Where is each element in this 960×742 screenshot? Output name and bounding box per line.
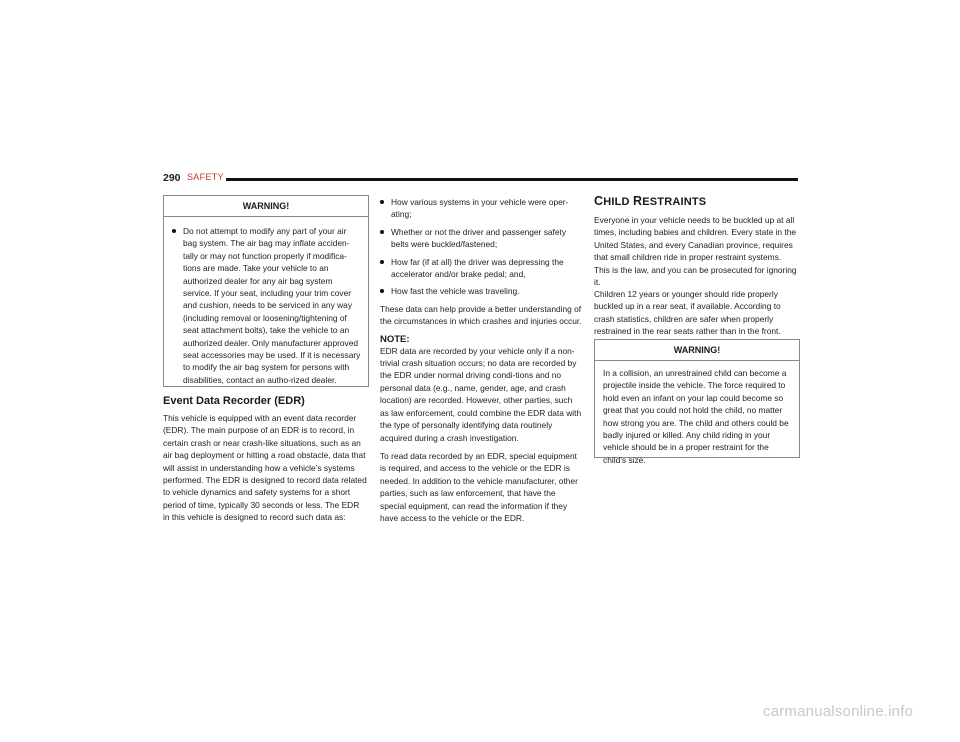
header-rule	[226, 178, 798, 181]
watermark: carmanualsonline.info	[763, 703, 914, 720]
note-label: NOTE:	[380, 333, 410, 345]
list-item-text: How far (if at all) the driver was depressing the accelerator and/or brake pedal; and,	[391, 256, 564, 280]
warning-bullet-text: Do not attempt to modify any part of your air bag system. The air bag may inflate acciden-tally or may not function properly if modifica-tions are made. Take your vehicle to an authorized dealer for any air bag system service. If your seat, including your trim cover and cushion, needs to be serviced in any way (including removal or loosening/tightening of seat attachment bolts), take the vehicle to an authorized dealer. Only manufacturer approved seat accessories may be used. If it is necessary to modify the air bag system for persons with disabilities, contact an autho-rized dealer.	[183, 226, 361, 385]
warning-body-text: In a collision, an unrestrained child can become a projectile inside the vehicle. The force required to hold even an infant on your lap could become so great that you could not hold the child, no matter how strong you are. The child and others could be badly injured or killed. Any child riding in your vehicle should be in a proper restraint for the child’s size.	[603, 368, 789, 465]
section-title: SAFETY	[187, 172, 224, 182]
list-item	[380, 285, 583, 297]
warning-box-airbag	[163, 195, 369, 387]
child-restraints-para-1: Everyone in your vehicle needs to be buckled up at all times, including babies and children. Every state in the United States, and every Canadian province, requires that small children ride in proper restraint systems. This is the law, and you can be prosecuted for ignoring it.	[594, 215, 797, 288]
heading-rest: ESTRAINTS	[642, 196, 707, 208]
list-item-text: Whether or not the driver and passenger safety belts were buckled/fastened;	[391, 226, 567, 250]
child-restraints-heading	[594, 194, 798, 208]
list-item	[380, 256, 583, 281]
note-text: EDR data are recorded by your vehicle only if a non-trivial crash situation occurs; no data are recorded by the EDR under normal driving condi-tions and no personal data (e.g., name, gender, age, and crash location) are recorded. However, other parties, such as law enforcement, could combine the EDR data with the type of personally identifying data routinely acquired during a crash investigation.	[380, 345, 582, 443]
list-item	[380, 226, 583, 251]
warning-title: WARNING!	[595, 340, 799, 361]
heading-rest: HILD	[603, 196, 633, 208]
bullet-icon	[380, 230, 384, 234]
warning-title: WARNING!	[164, 196, 368, 217]
edr-list	[380, 196, 583, 524]
bullet-icon	[380, 289, 384, 293]
edr-heading: Event Data Recorder (EDR)	[163, 395, 305, 407]
page-number: 290	[163, 172, 181, 184]
warning-bullet	[172, 225, 362, 386]
heading-cap: C	[594, 194, 604, 208]
heading-cap: R	[632, 194, 643, 208]
edr-intro: This vehicle is equipped with an event data recorder (EDR). The main purpose of an EDR is to record, in certain crash or near crash-like situations, such as an air bag deployment or hitting a road obstacle, data that will assist in understanding how a vehicle’s systems performed. The EDR is designed to record data related to vehicle dynamics and safety systems for a short period of time, typically 30 seconds or less. The EDR in this vehicle is designed to record such data as:	[163, 413, 367, 523]
warning-box-child	[594, 339, 800, 465]
page-header	[163, 172, 798, 186]
list-item-text: How various systems in your vehicle were oper-ating;	[391, 197, 569, 220]
bullet-icon	[172, 229, 176, 233]
edr-closing: To read data recorded by an EDR, special equipment is required, and access to the vehicle or the EDR is needed. In addition to the vehicle manufacturer, other parties, such as law enforcement, that have the special equipment, can read the information if they have access to the vehicle or the EDR.	[380, 450, 578, 523]
child-restraints-para-2: Children 12 years or younger should ride properly buckled up in a rear seat, if available. According to crash statistics, children are safer when properly restrained in the rear seats rather than in the front.	[594, 289, 781, 337]
list-item	[380, 196, 583, 221]
list-item-text: How fast the vehicle was traveling.	[391, 286, 520, 297]
edr-summary: These data can help provide a better understanding of the circumstances in which crashes and injuries occur.	[380, 303, 582, 327]
bullet-icon	[380, 200, 384, 204]
bullet-icon	[380, 260, 384, 264]
